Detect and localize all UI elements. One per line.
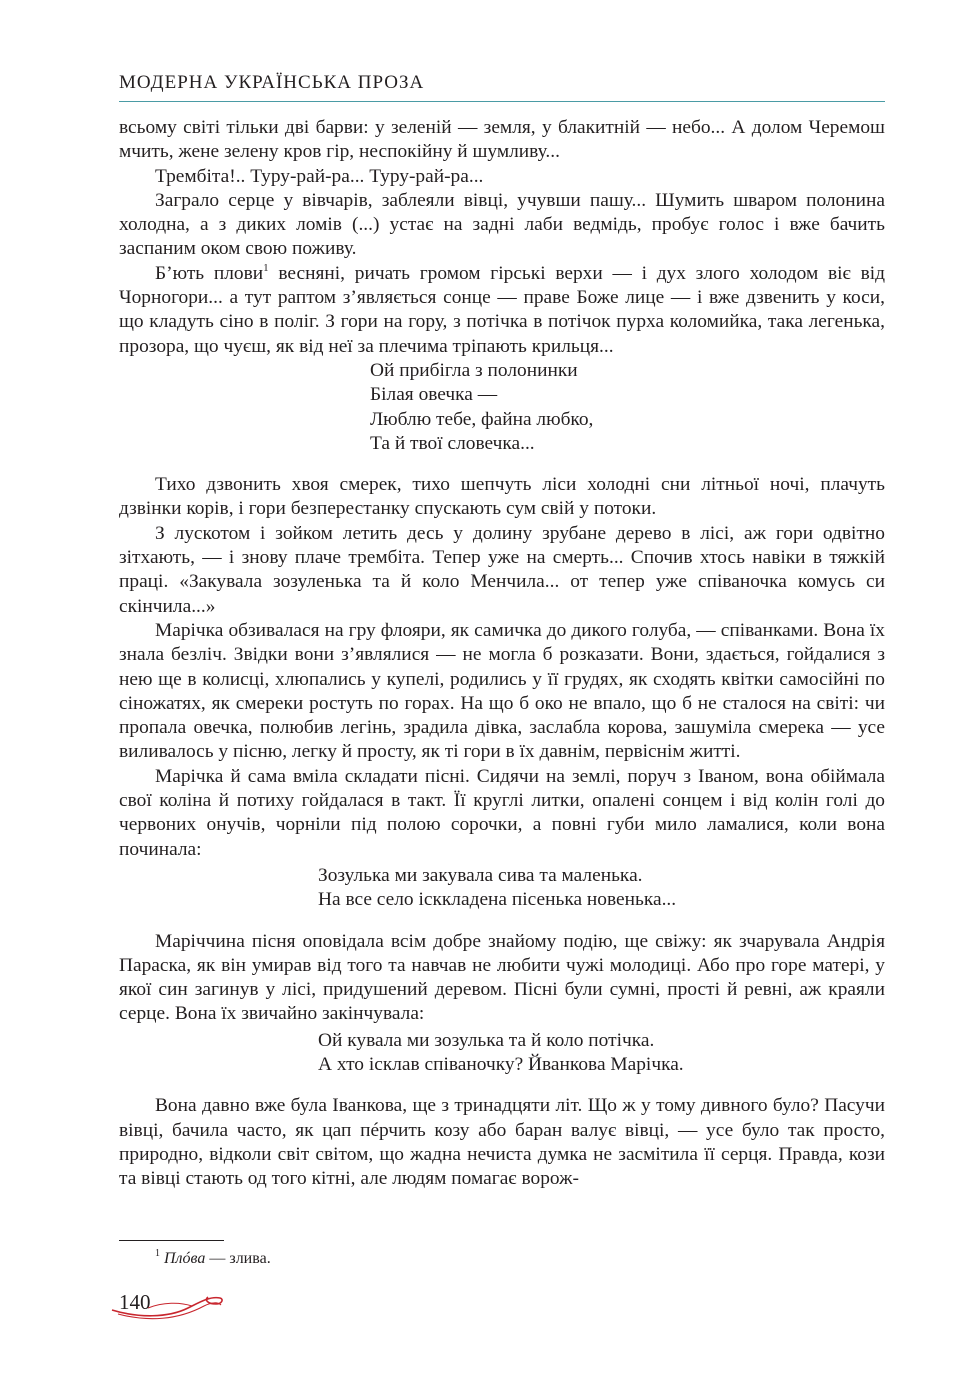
running-header: МОДЕРНА УКРАЇНСЬКА ПРОЗА — [119, 72, 425, 93]
verse-line: Люблю тебе, файна любко, — [370, 408, 594, 430]
footnote — [155, 1249, 271, 1269]
verse-line: Зозулька ми закувала сива та маленька. — [318, 864, 643, 886]
paragraph: Марічка й сама вміла складати пісні. Сидячи на землі, поруч з Іваном, вона обіймала свої коліна й потиху гойдалася в такт. Її круглі литки, опалені сонцем і від колін голі до червоних онучів, чорніли під полою сорочки, а повні губи мило ламалися, коли вона починала: — [119, 765, 885, 860]
verse-line: А хто ісклав співаночку? Йванкова Марічка. — [318, 1053, 684, 1075]
footnote-term: Плóва — [164, 1250, 206, 1267]
header-rule — [119, 101, 885, 102]
verse-line: Ой прибігла з полонинки — [370, 359, 578, 381]
verse-line: Ой кувала ми зозулька та й коло потічка. — [318, 1029, 655, 1051]
verse-line: Та й твої словечка... — [370, 432, 535, 454]
verse-line: На все село ісккладена пісенька новенька... — [318, 889, 677, 911]
paragraph: Вона давно вже була Іванкова, ще з тринадцяти літ. Що ж у тому дивного було? Пасучи вівці, бачила часто, як цап пéрчить козу або баран валує вівці, — усе було так просто, природно, відколи світ світом, що жадна нечиста думка не засмітила її серця. Правда, кози та вівці стають од того кітні, але людям помагає ворож- — [119, 1095, 885, 1190]
paragraph: Марічка обзивалася на гру флояри, як самичка до дикого голуба, — співанками. Вона їх знала безліч. Звідки вони з’являлися — не могла б розказати. Вони, здається, гойдалися з нею ще в колисці, хлюпались у купелі, родились у її грудях, як сходять квітки самосійні по сіножатях, як смереки ростуть по горах. На що б око не впало, що б не сталося на світі: чи пропала овечка, полюбив легінь, зрадила дівка, заслабла корова, зашуміла смерека — усе виливалось у пісню, легку й просту, як ті гори в їх давнім, первіснім житті. — [119, 619, 885, 763]
verse-line: Білая овечка — — [370, 384, 498, 406]
paragraph: З лускотом і зойком летить десь у долину зрубане дерево в лісі, аж гори одвітно зітхають, — і знову плаче трембіта. Тепер уже на смерть... Спочив хтось навіки в тяжкій праці. «Закувала зозуленька та й коло Менчила... от тепер уже співаночка комусь си скінчила...» — [119, 522, 885, 617]
footnote-ref[interactable]: 1 — [263, 261, 269, 274]
paragraph: всьому світі тільки дві барви: у зеленій — земля, у блакитній — небо... А долом Черемош мчить, жене зелену кров гір, неспокійну й шумливу... — [119, 117, 885, 163]
paragraph-text: Б’ють плови — [155, 262, 264, 284]
paragraph: Заграло серце у вівчарів, заблеяли вівці, учувши пашу... Шумить шваром полонина холодна, а з диких ломів (...) устає на задні лаби ведмідь, пробує голос і вже бачить заспаним оком свою поживу. — [119, 189, 885, 260]
paragraph: Трембіта!.. Туру-рай-ра... Туру-рай-ра... — [155, 165, 484, 187]
footnote-rule — [119, 1240, 224, 1241]
paragraph: Тихо дзвонить хвоя смерек, тихо шепчуть ліси холодні сни літньої ночі, плачуть дзвінки корів, і гори безперестанку спускають сум свій у потоки. — [119, 474, 885, 520]
verse-block — [119, 359, 885, 456]
footnote-definition: — злива. — [205, 1250, 271, 1267]
verse-block — [119, 864, 885, 913]
paragraph: Марiччина пісня оповідала всім добре знайому подію, ще свіжу: як зчарувала Андрія Параска, як він умирав від того та навчав не любити чужі молодиці. Або про горе матері, у якої син загинув у лісі, придушений деревом. Пісні були сумні, прості й ревні, аж краяли серце. Вона їх звичайно закінчувала: — [119, 930, 885, 1025]
paragraph-text: весняні, ричать громом гірські верхи — і дух злого холодом віє від Чорногори... а тут раптом з’являється сонце — праве Боже лице — і вже дзвенить у коси, що кладуть сіно в поліг. З гори на гору, з потічка в потічок пурха коломийка, така легенька, прозора, що чуєш, як від неї за плечима тріпають крильця... — [119, 262, 885, 357]
verse-block — [119, 1029, 885, 1078]
paragraph-with-footnote — [119, 262, 885, 359]
footnote-marker: 1 — [155, 1248, 160, 1259]
page-number: 140 — [119, 1290, 151, 1314]
page-body — [119, 116, 885, 1191]
